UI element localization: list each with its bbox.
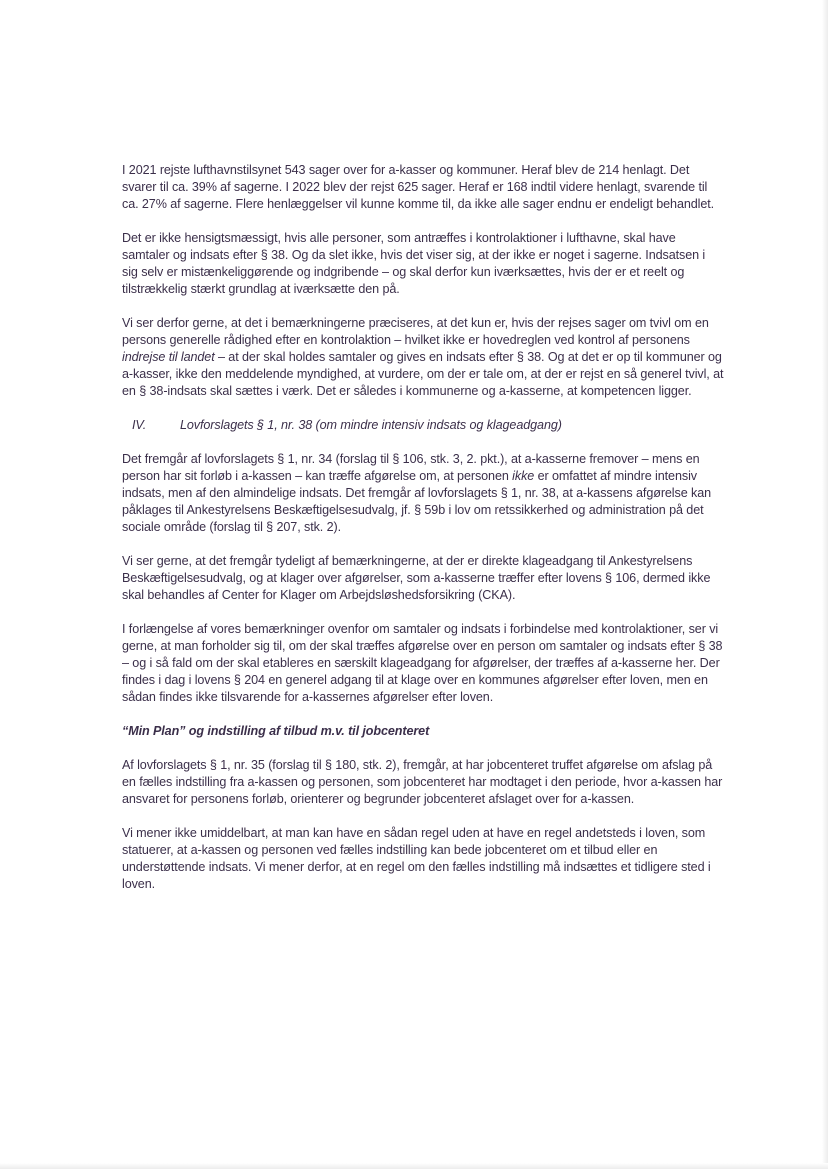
paragraph-statistics-text: I 2021 rejste lufthavnstilsynet 543 sager over for a-kasser og kommuner. Heraf blev de 214 henlagt. Det svarer til ca. 39% af sagerne. I 2022 blev der rejst 625 sager. Heraf er 168 indtil videre henlagt, svarende til ca. 27% af sagerne. Flere henlæggelser vil kunne komme til, da ikke alle sager endnu er endeligt behandlet. [122,163,715,211]
paragraph-statistics [122,162,724,213]
paragraph-appeal-text-start: Det fremgår af lovforslagets § 1, nr. 34 (forslag til § 106, stk. 3, 2. pkt.), at a-kasserne fremover – mens en person har sit forløb i a-kassen – kan træffe afgørelse om, at personen [122,452,700,483]
document-body [122,162,724,910]
paragraph-appeal [122,451,724,536]
paragraph-rejection [122,757,724,808]
paragraph-extension [122,621,724,706]
paragraph-direct-appeal [122,553,724,604]
subheading-min-plan [122,723,724,740]
paragraph-expedience-text: Det er ikke hensigtsmæssigt, hvis alle personer, som antræffes i kontrolaktioner i lufthavne, skal have samtaler og indsats efter § 38. Og da slet ikke, hvis det viser sig, at der ikke er noget i sagerne. Indsatsen i sig selv er mistænkeliggørende og indgribende – og skal derfor kun iværksættes, hvis der er et reelt og tilstrækkelig stærkt grundlag at iværksætte den på. [122,231,706,296]
paragraph-rejection-text: Af lovforslagets § 1, nr. 35 (forslag til § 180, stk. 2), fremgår, at har jobcenteret truffet afgørelse om afslag på en fælles indstilling fra a-kassen og personen, som jobcenteret har modtaget i den periode, hvor a-kassen har ansvaret for personens forløb, orienterer og begrunder jobcenteret afslaget over for a-kassen. [122,758,723,806]
paragraph-appeal-text-end: er omfattet af mindre intensiv indsats, men af den almindelige indsats. Det fremgår af lovforslagets § 1, nr. 38, at a-kassens afgørelse kan påklages til Ankestyrelsens Beskæftigelsesudvalg, jf. § 59b i lov om retssikkerhed og administration på det sociale område (forslag til § 207, stk. 2). [122,469,712,534]
paragraph-clarification-text-end: – at der skal holdes samtaler og gives en indsats efter § 38. Og at det er op til kommuner og a-kasser, ikke den meddelende myndighed, at vurdere, om der er tale om, at der er rejst en så generel tvivl, at en § 38-indsats skal sættes i værk. Det er således i kommunerne og a-kasserne, at kompetencen ligger. [122,350,724,398]
paragraph-direct-appeal-text: Vi ser gerne, at det fremgår tydeligt af bemærkningerne, at der er direkte klageadgang til Ankestyrelsens Beskæftigelsesudvalg, og at klager over afgørelser, som a-kasserne træffer efter lovens § 106, dermed ikke skal behandles af Center for Klager om Arbejdsløshedsforsikring (CKA). [122,554,711,602]
paragraph-clarification-emphasis: indrejse til landet [122,350,215,364]
paragraph-extension-text: I forlængelse af vores bemærkninger ovenfor om samtaler og indsats i forbindelse med kontrolaktioner, ser vi gerne, at man forholder sig til, om der skal træffes afgørelse over en person om samtaler og indsats efter § 38 – og i så fald om der skal etableres en særskilt klageadgang for afgørelser, der træffes af a-kasserne her. Der findes i dag i lovens § 204 en generel adgang til at klage over en kommunes afgørelser efter loven, men en sådan findes ikke tilsvarende for a-kassernes afgørelser efter loven. [122,622,723,704]
section-heading-iv [122,417,724,434]
subheading-min-plan-text: “Min Plan” og indstilling af tilbud m.v. til jobcenteret [122,724,430,738]
paragraph-clarification [122,315,724,400]
paragraph-appeal-emphasis: ikke [512,469,535,483]
paragraph-rule-text: Vi mener ikke umiddelbart, at man kan have en sådan regel uden at have en regel andetsteds i loven, som statuerer, at a-kassen og personen ved fælles indstilling kan bede jobcenteret om et tilbud eller en understøttende indsats. Vi mener derfor, at en regel om den fælles indstilling må indsættes et tidligere sted i loven. [122,826,711,891]
section-title: Lovforslagets § 1, nr. 38 (om mindre intensiv indsats og klageadgang) [180,418,562,432]
paragraph-clarification-text-start: Vi ser derfor gerne, at det i bemærkningerne præciseres, at det kun er, hvis der rejses sager om tvivl om en persons generelle rådighed efter en kontrolaktion – hvilket ikke er hovedreglen ved kontrol af personens [122,316,709,347]
page-edge-bottom [0,1163,828,1169]
section-number: IV. [132,418,147,432]
paragraph-expedience [122,230,724,298]
page-edge-right [822,0,828,1169]
paragraph-rule [122,825,724,893]
